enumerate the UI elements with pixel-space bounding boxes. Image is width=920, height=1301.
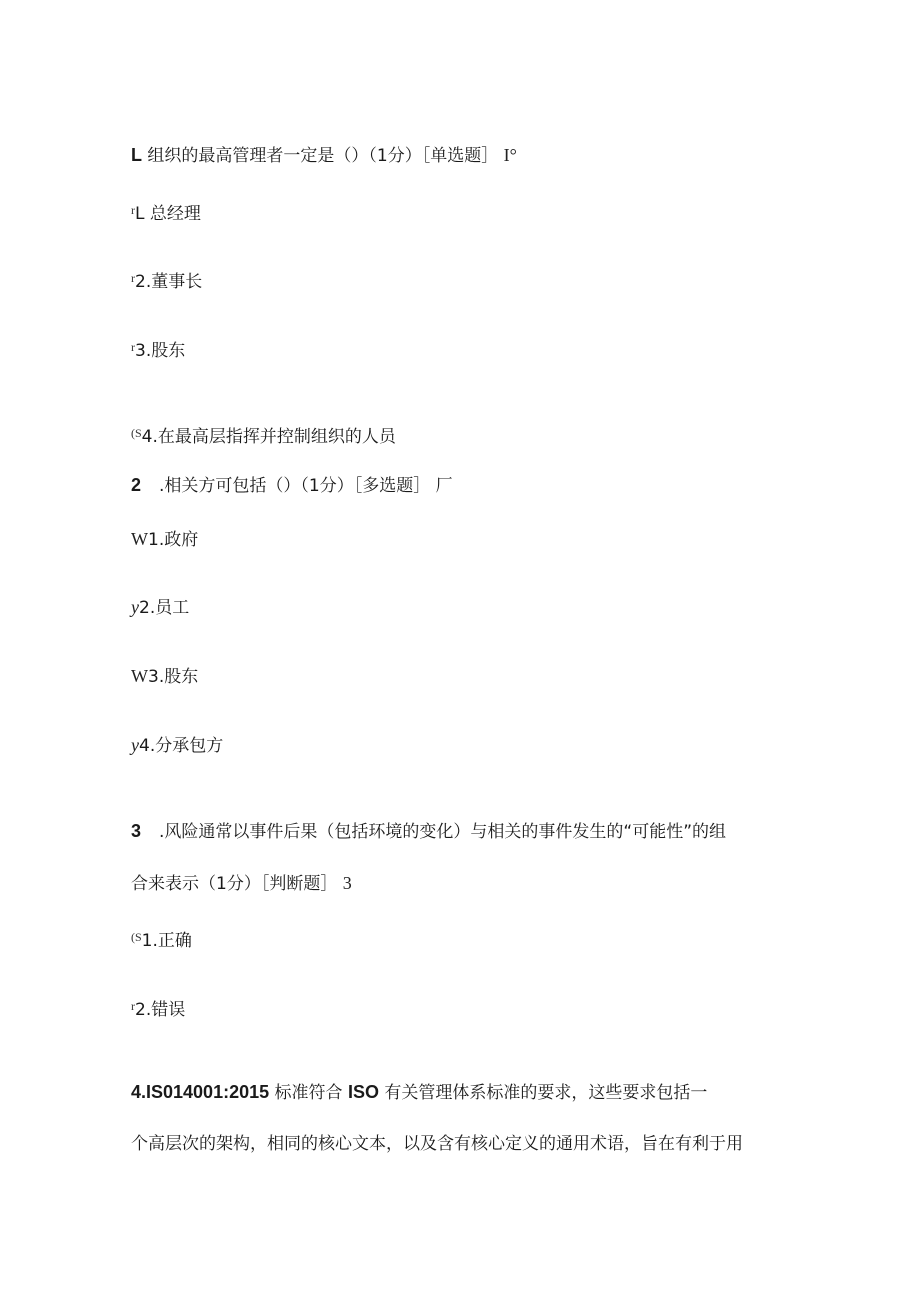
question-number: 2 (131, 475, 142, 495)
question-4-stem-line-1 (131, 1081, 707, 1104)
question-text: 个高层次的架构，相同的核心文本，以及含有核心定义的通用术语，旨在有利于用 (131, 1134, 743, 1154)
question-tail-mark: I° (503, 145, 517, 165)
question-1-option-3[interactable] (131, 336, 185, 362)
question-3-stem-line-2 (131, 872, 352, 895)
question-3-option-1[interactable] (131, 926, 192, 952)
question-2-stem (131, 474, 453, 497)
iso-label: ISO (347, 1082, 379, 1102)
checkbox-mark: y (131, 597, 139, 617)
question-3-option-2[interactable] (131, 995, 185, 1021)
radio-selected-mark: (S (131, 426, 142, 440)
option-label: 4.分承包方 (139, 736, 224, 756)
question-text: 组织的最高管理者一定是（）（1分）［单选题］ (147, 146, 499, 166)
question-number: L (131, 145, 142, 165)
question-tail-mark: 厂 (435, 476, 453, 496)
option-label: 1.政府 (148, 530, 199, 550)
option-label: 3.股东 (148, 667, 199, 687)
checkbox-mark: y (131, 735, 139, 755)
question-text: .风险通常以事件后果（包括环境的变化）与相关的事件发生的“可能性”的组 (159, 822, 727, 842)
radio-mark: r (131, 271, 135, 285)
question-3-stem-line-1 (131, 820, 726, 843)
question-1-stem (131, 144, 517, 167)
question-text: 标准符合 (269, 1083, 348, 1103)
option-label: 2.员工 (139, 598, 190, 618)
option-label: 2.错误 (135, 1000, 186, 1020)
question-2-option-1[interactable] (131, 528, 198, 551)
question-2-option-3[interactable] (131, 665, 198, 688)
question-2-option-2[interactable] (131, 596, 189, 619)
question-1-option-2[interactable] (131, 267, 202, 293)
question-tail-mark: 3 (342, 873, 352, 893)
question-1-option-1[interactable] (131, 199, 201, 225)
question-number: 3 (131, 821, 142, 841)
question-text: .相关方可包括（）（1分）［多选题］ (159, 476, 431, 496)
question-text: 有关管理体系标准的要求，这些要求包括一 (378, 1083, 708, 1103)
option-label: 1.正确 (141, 931, 192, 951)
option-label: 4.在最高层指挥并控制组织的人员 (141, 427, 396, 447)
radio-selected-mark: (S (131, 930, 142, 944)
radio-mark: r (131, 999, 135, 1013)
question-number: 4.IS014001:2015 (131, 1082, 270, 1102)
option-label: 3.股东 (135, 341, 186, 361)
radio-mark: r (131, 340, 135, 354)
question-4-stem-line-2 (131, 1133, 743, 1155)
checkbox-mark: W (131, 529, 148, 549)
question-1-option-4[interactable] (131, 422, 396, 448)
radio-mark: r (131, 203, 135, 217)
question-text: 合来表示（1分）［判断题］ (131, 874, 338, 894)
option-label: L 总经理 (135, 204, 201, 224)
question-2-option-4[interactable] (131, 734, 223, 757)
option-label: 2.董事长 (135, 272, 203, 292)
checkbox-mark: W (131, 666, 148, 686)
